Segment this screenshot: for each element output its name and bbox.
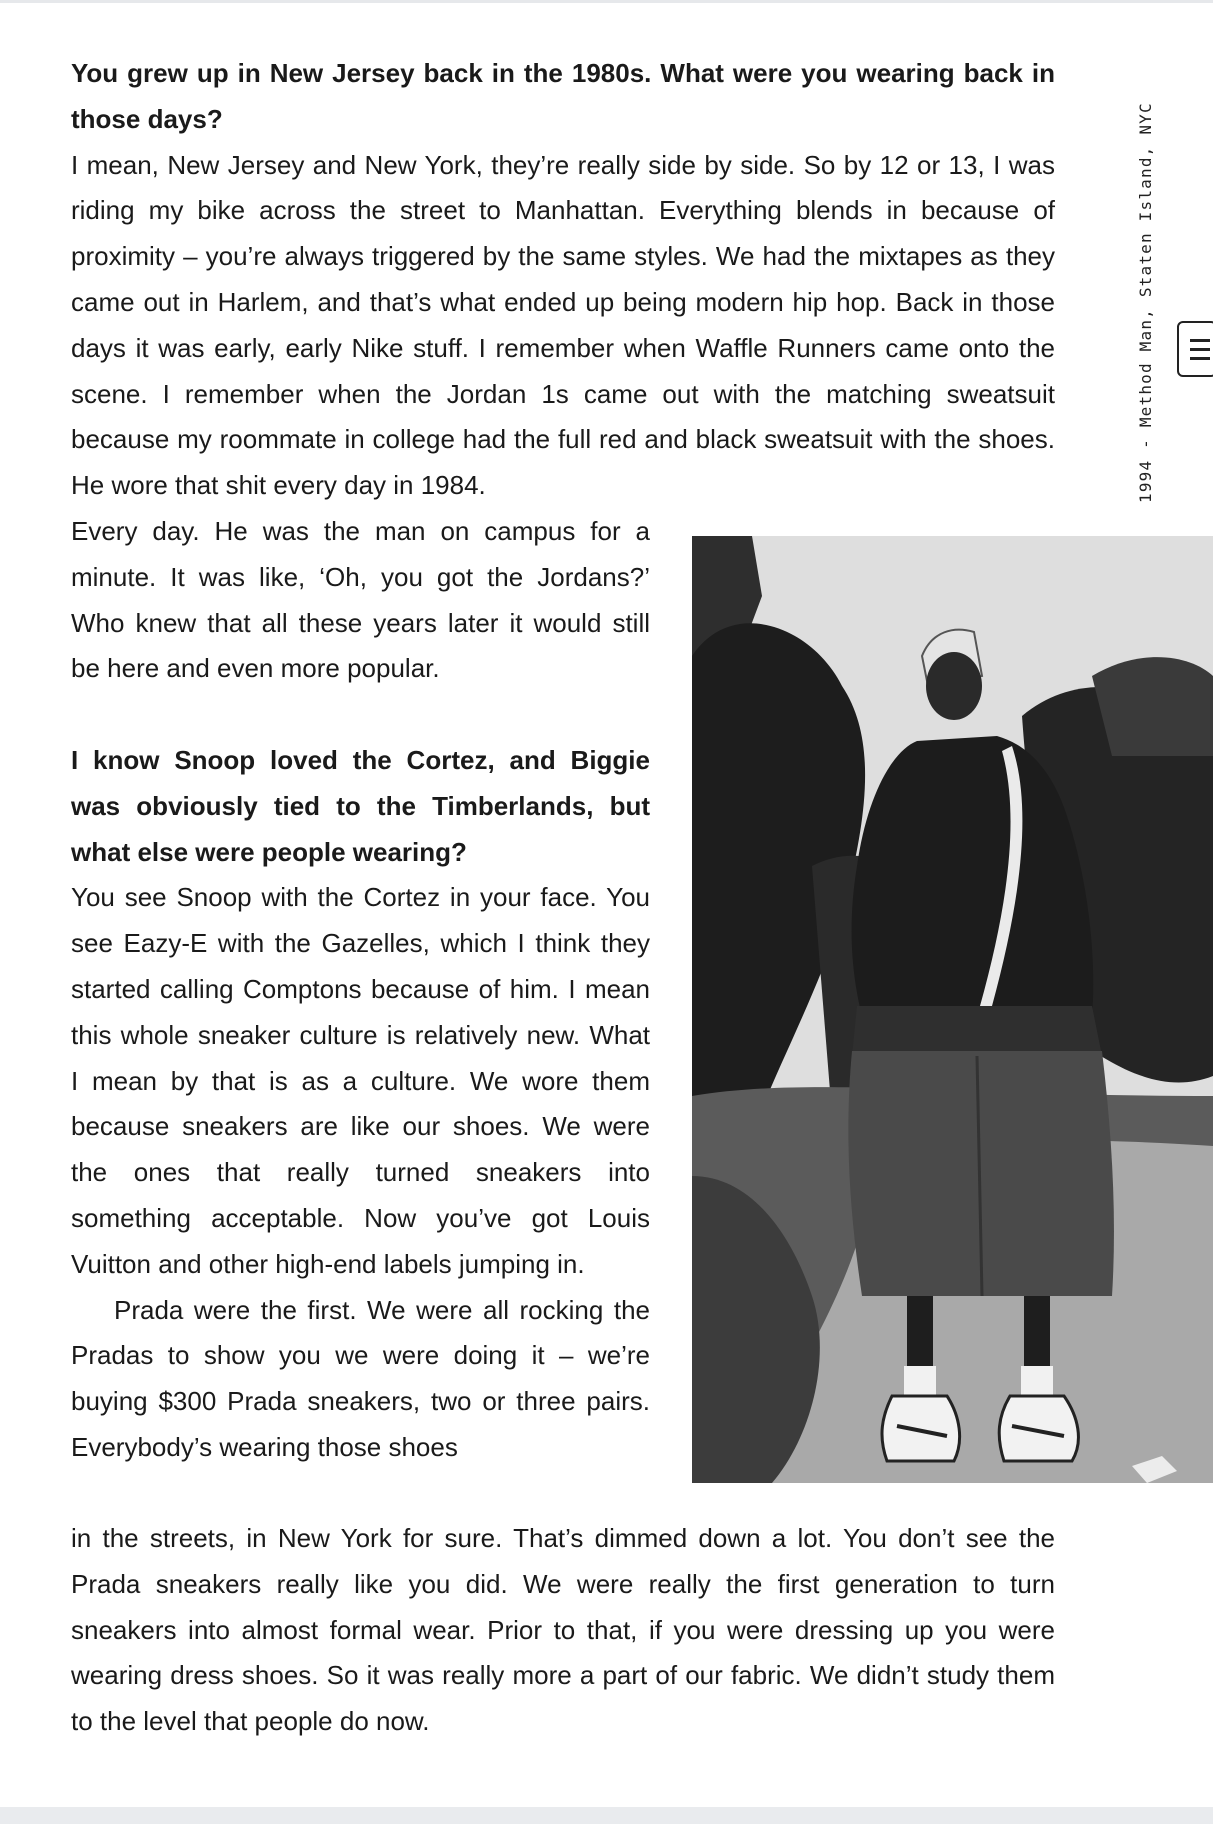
right-sneaker	[999, 1396, 1078, 1461]
hamburger-icon-line-2	[1190, 348, 1210, 351]
photo-caption: 1994 - Method Man, Staten Island, NYC	[1136, 102, 1155, 503]
left-sneaker	[882, 1396, 960, 1461]
photo-illustration	[692, 536, 1213, 1483]
answer-2-paragraph-1: You see Snoop with the Cortez in your face. You see Eazy-E with the Gazelles, which I think they started calling Comptons because of him. I mean this whole sneaker culture is relatively new. What I mean by that is as a culture. We wore them because sneakers are like our shoes. We were the ones that really turned sneakers into something acceptable. Now you’ve got Louis Vuitton and other high-end labels jumping in.	[71, 882, 650, 1279]
intro-block	[71, 51, 1055, 509]
answer-2-paragraph-2-end: in the streets, in New York for sure. That’s dimmed down a lot. You don’t see the Prada sneakers really like you did. We were really the first generation to turn sneakers into almost formal wear. Prior to that, if you were dressing up you were wearing dress shoes. So it was really more a part of our fabric. We didn’t study them to the level that people do now.	[71, 1523, 1055, 1737]
answer-1-part-1: I mean, New Jersey and New York, they’re really side by side. So by 12 or 13, I was riding my bike across the street to Manhattan. Everything blends in because of proximity – you’re always triggered by the same styles. We had the mixtapes as they came out in Harlem, and that’s what ended up being modern hip hop. Back in those days it was early, early Nike stuff. I remember when Waffle Runners came onto the scene. I remember when the Jordan 1s came out with the matching sweatsuit because my roommate in college had the full red and black sweatsuit with the shoes. He wore that shit every day in 1984.	[71, 149, 1055, 501]
magazine-page	[0, 3, 1213, 1807]
bottom-edge	[0, 1807, 1213, 1824]
waistband	[852, 1006, 1102, 1056]
question-1: You grew up in New Jersey back in the 1980s. What were you wearing back in those days?	[71, 58, 1055, 134]
tree-right-top	[1092, 657, 1213, 756]
menu-button[interactable]	[1177, 321, 1213, 377]
answer-2-paragraph-2-start: Prada were the first. We were all rocking the Pradas to show you we were doing it – we’re buying $300 Prada sneakers, two or three pairs. Everybody’s wearing those shoes	[71, 1294, 650, 1462]
answer-1-part-2: Every day. He was the man on campus for a minute. It was like, ‘Oh, you got the Jordans?’ Who knew that all these years later it would still be here and even more popular.	[71, 516, 650, 684]
question-2: I know Snoop loved the Cortez, and Biggie was obviously tied to the Timberlands, but what else were people wearing?	[71, 744, 650, 867]
closing-block	[71, 1516, 1055, 1745]
head	[926, 652, 982, 720]
narrow-column-top	[71, 509, 650, 1471]
hamburger-icon	[1190, 339, 1210, 342]
bw-photo-method-man	[692, 536, 1213, 1483]
hamburger-icon-line-3	[1190, 357, 1210, 360]
paragraph-gap	[71, 692, 650, 738]
